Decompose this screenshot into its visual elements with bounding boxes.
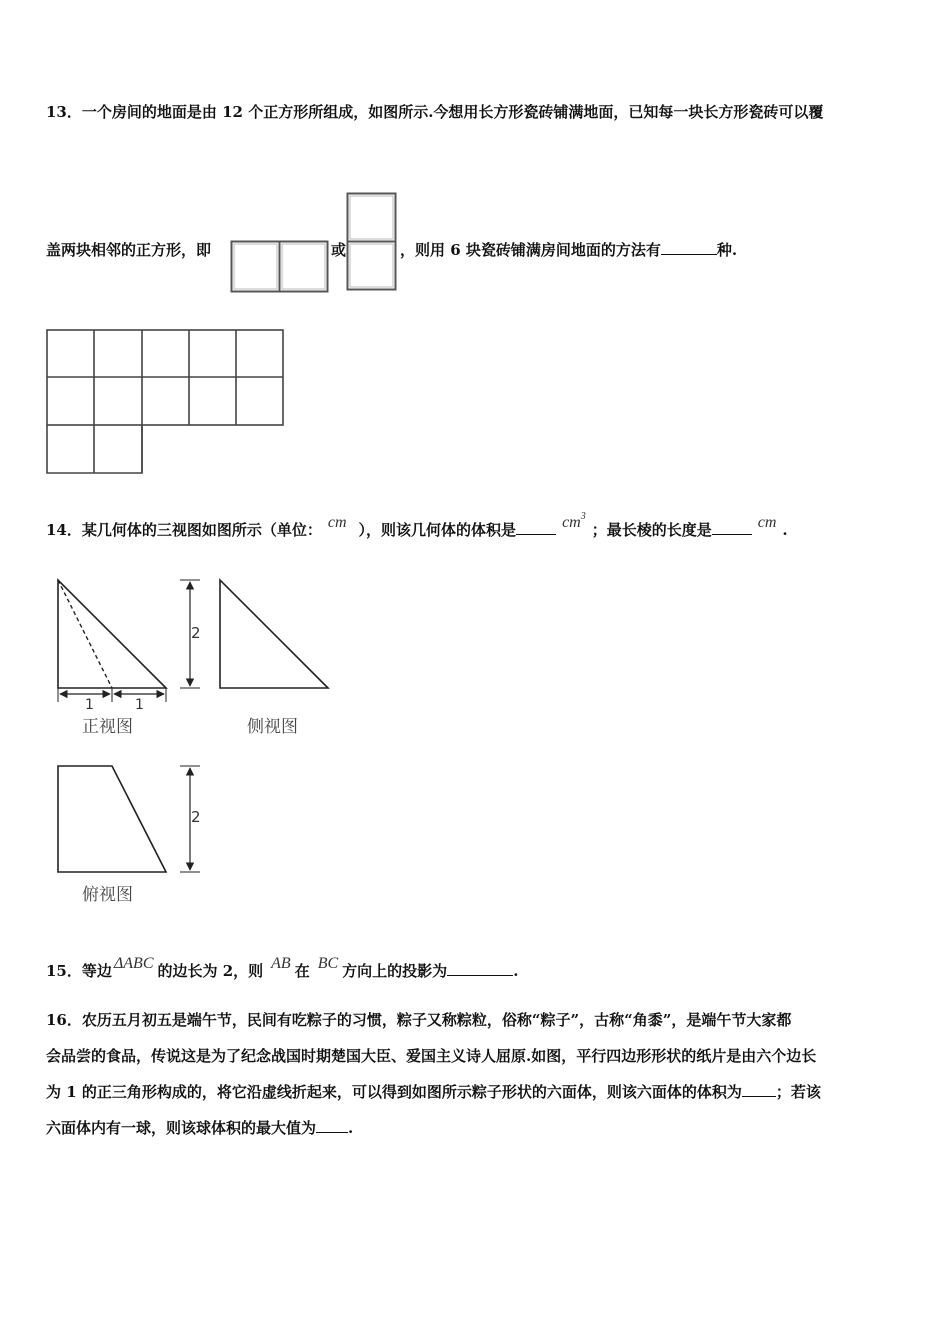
q15-mid1: 的边长为 2，则: [157, 962, 264, 980]
q14-end: .: [782, 521, 788, 539]
q13-line1: 13．一个房间的地面是由 12 个正方形所组成，如图所示.今想用长方形瓷砖铺满地面，已知每一块长方形瓷砖可以覆: [46, 103, 824, 121]
q16-line1: 16．农历五月初五是端午节，民间有吃粽子的习惯，粽子又称粽粒，俗称“粽子”，古称“角黍”，是端午节大家都: [46, 1011, 792, 1029]
q14-unit3: cm: [562, 514, 581, 531]
floor-grid-figure: [46, 329, 286, 475]
side-dim-2: 2: [191, 624, 201, 642]
q14-mid2: ；最长棱的长度是: [591, 521, 712, 539]
q14-unit-end: cm: [757, 514, 777, 531]
q16-line4-end: .: [348, 1119, 354, 1137]
q15-mid2: 在: [294, 962, 310, 980]
q16-sphere-blank[interactable]: [316, 1118, 348, 1133]
horizontal-tile-figure: [230, 240, 330, 294]
q16-volume-blank[interactable]: [742, 1082, 776, 1097]
front-view-label: 正视图: [82, 717, 133, 737]
q14-unit3-sup: 3: [580, 511, 586, 522]
q15-end: .: [513, 962, 519, 980]
q15-mid3: 方向上的投影为: [342, 962, 448, 980]
top-view: [58, 766, 200, 872]
q13-line2-end: [400, 240, 737, 260]
top-view-label: 俯视图: [82, 885, 133, 905]
q16-paragraph: [46, 1002, 906, 1146]
q13-line2-text: ，则用 6 块瓷砖铺满房间地面的方法有: [400, 241, 661, 259]
q14-unit: cm: [327, 514, 347, 531]
q14-line: [46, 511, 788, 543]
q15-answer-blank[interactable]: [447, 961, 513, 976]
q13-line2-unit: 种.: [716, 241, 738, 259]
q15-prefix: 15．等边: [46, 962, 112, 980]
q13-answer-blank[interactable]: [661, 240, 717, 255]
front-dim-1a: 1: [85, 697, 94, 713]
q14-edge-blank[interactable]: [712, 520, 752, 535]
q14-mid: ），则该几何体的体积是: [358, 521, 517, 539]
q15-line: [46, 955, 519, 982]
front-dim-1b: 1: [135, 697, 144, 713]
vertical-tile-figure: [346, 192, 398, 292]
q14-volume-blank[interactable]: [516, 520, 556, 535]
side-view-label: 侧视图: [247, 717, 298, 737]
q16-line3-end: ；若该: [775, 1083, 821, 1101]
q13-or: 或: [331, 241, 347, 259]
q16-line3-text: 为 1 的正三角形构成的，将它沿虚线折起来，可以得到如图所示粽子形状的六面体，则该六面体的体积为: [46, 1083, 742, 1101]
q15-ab: AB: [271, 955, 291, 972]
three-view-figure: [40, 572, 340, 912]
front-view: [58, 580, 166, 702]
q16-line2: 会品尝的食品，传说这是为了纪念战国时期楚国大臣、爱国主义诗人屈原.如图，平行四边形形状的纸片是由六个边长: [46, 1047, 817, 1065]
q15-triangle: ΔABC: [113, 955, 154, 972]
q16-line4-text: 六面体内有一球，则该球体积的最大值为: [46, 1119, 317, 1137]
side-view: [220, 580, 328, 688]
q16-line3: [46, 1074, 906, 1110]
q15-bc: BC: [317, 955, 339, 972]
q13-line2-start: 盖两块相邻的正方形，即: [46, 241, 212, 259]
q16-line4: [46, 1110, 906, 1146]
top-dim-2: 2: [191, 808, 201, 826]
q14-prefix: 14．某几何体的三视图如图所示（单位：: [46, 521, 322, 539]
